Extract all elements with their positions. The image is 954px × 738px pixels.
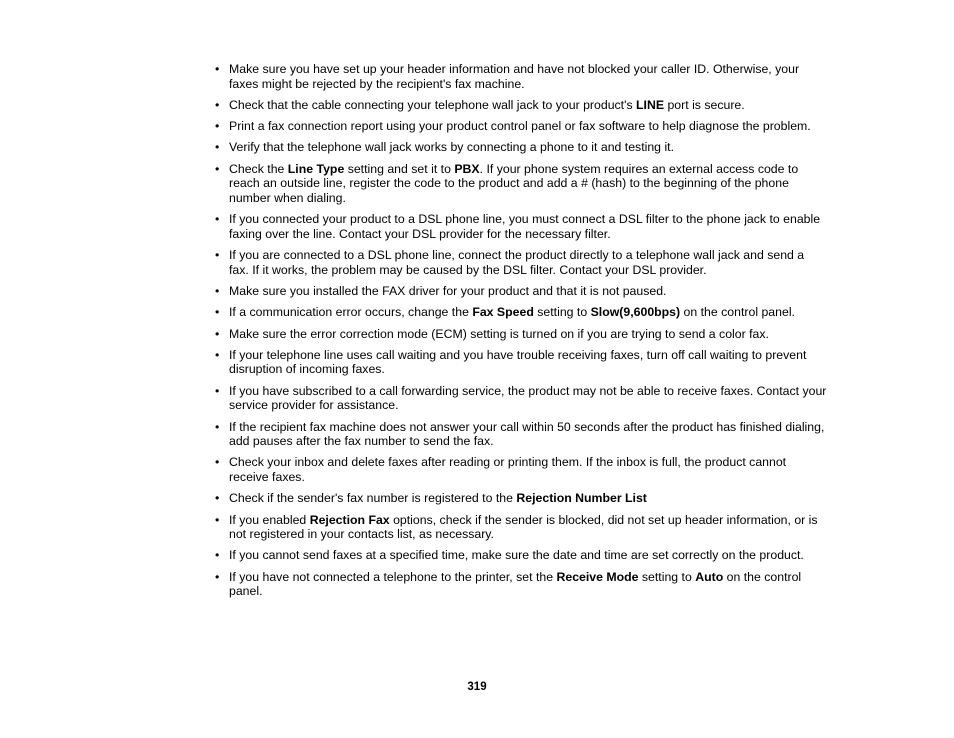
bullet-text: Verify that the telephone wall jack works by connecting a phone to it and testing it. [229,140,675,155]
bold-term: Rejection Fax [309,512,390,527]
bullet-text: If you have not connected a telephone to the printer, set the [229,569,557,584]
bullet-item [215,327,827,342]
bullet-text: Make sure you installed the FAX driver for your product and that it is not paused. [229,283,667,298]
bullet-text: Make sure you have set up your header information and have not blocked your caller ID. Otherwise, your faxes might be rejected by the recipient's fax machine. [229,62,800,91]
bullet-text: Check the [229,161,288,176]
bullet-item [215,548,827,563]
bullet-text: on the control panel. [680,305,795,320]
bullet-text: setting and set it to [344,161,455,176]
bullet-text: Check that the cable connecting your telephone wall jack to your product's [229,97,637,112]
page-number: 319 [467,681,487,693]
bullet-text: . If your phone system requires an external access code to reach an outside line, register the code to the product and add a # (hash) to the beginning of the phone number when dialing. [229,161,799,205]
bullet-text: If the recipient fax machine does not answer your call within 50 seconds after the product has finished dialing, add pauses after the fax number to send the fax. [229,419,825,449]
bullet-item [215,284,827,299]
bullet-text: If you cannot send faxes at a specified time, make sure the date and time are set correctly on the product. [229,548,804,563]
bold-term: Auto [695,569,724,584]
bullet-item [215,62,827,91]
bold-term: Fax Speed [472,305,534,320]
bullet-item [215,513,827,542]
bold-term: Receive Mode [556,569,639,584]
bullet-text: port is secure. [664,97,745,112]
bullet-item [215,570,827,599]
bullet-item [215,98,827,113]
bullet-item [215,305,827,320]
bullet-item [215,140,827,155]
bullet-item [215,248,827,277]
bullet-text: If you connected your product to a DSL phone line, you must connect a DSL filter to the phone jack to enable faxing over the line. Contact your DSL provider for the necessary filter. [229,212,821,241]
bold-term: Line Type [287,161,345,176]
bold-term: LINE [636,97,665,112]
bullet-item [215,119,827,134]
bullet-text: on the control panel. [229,569,802,599]
bullet-text: If your telephone line uses call waiting and you have trouble receiving faxes, turn off call waiting to prevent disruption of incoming faxes. [229,347,807,377]
bullet-text: Check if the sender's fax number is registered to the [229,491,517,506]
bullet-text: If a communication error occurs, change the [229,305,473,320]
bullet-text: Print a fax connection report using your product control panel or fax software to help diagnose the problem. [229,119,811,134]
bullet-text: setting to [533,305,591,320]
troubleshooting-bullet-list [215,62,827,606]
bullet-item [215,212,827,241]
bullet-text: Make sure the error correction mode (ECM) setting is turned on if you are trying to send a color fax. [229,326,769,341]
bold-term: PBX [454,161,480,176]
bullet-item [215,384,827,413]
bullet-text: setting to [638,569,696,584]
bullet-item [215,162,827,206]
bold-term: Rejection Number List [516,491,647,506]
bullet-text: options, check if the sender is blocked, did not set up header information, or is not registered in your contacts list, as necessary. [229,512,818,542]
bullet-item [215,491,827,506]
bullet-item [215,420,827,449]
bullet-item [215,348,827,377]
bullet-text: If you have subscribed to a call forwarding service, the product may not be able to receive faxes. Contact your service provider for assistance. [229,383,827,413]
bold-term: Slow(9,600bps) [590,305,681,320]
bullet-text: Check your inbox and delete faxes after reading or printing them. If the inbox is full, the product cannot receive faxes. [229,455,787,484]
bullet-item [215,455,827,484]
bullet-text: If you enabled [229,512,310,527]
bullet-text: If you are connected to a DSL phone line, connect the product directly to a telephone wall jack and send a fax. If it works, the problem may be caused by the DSL filter. Contact your DSL provider. [229,248,805,277]
